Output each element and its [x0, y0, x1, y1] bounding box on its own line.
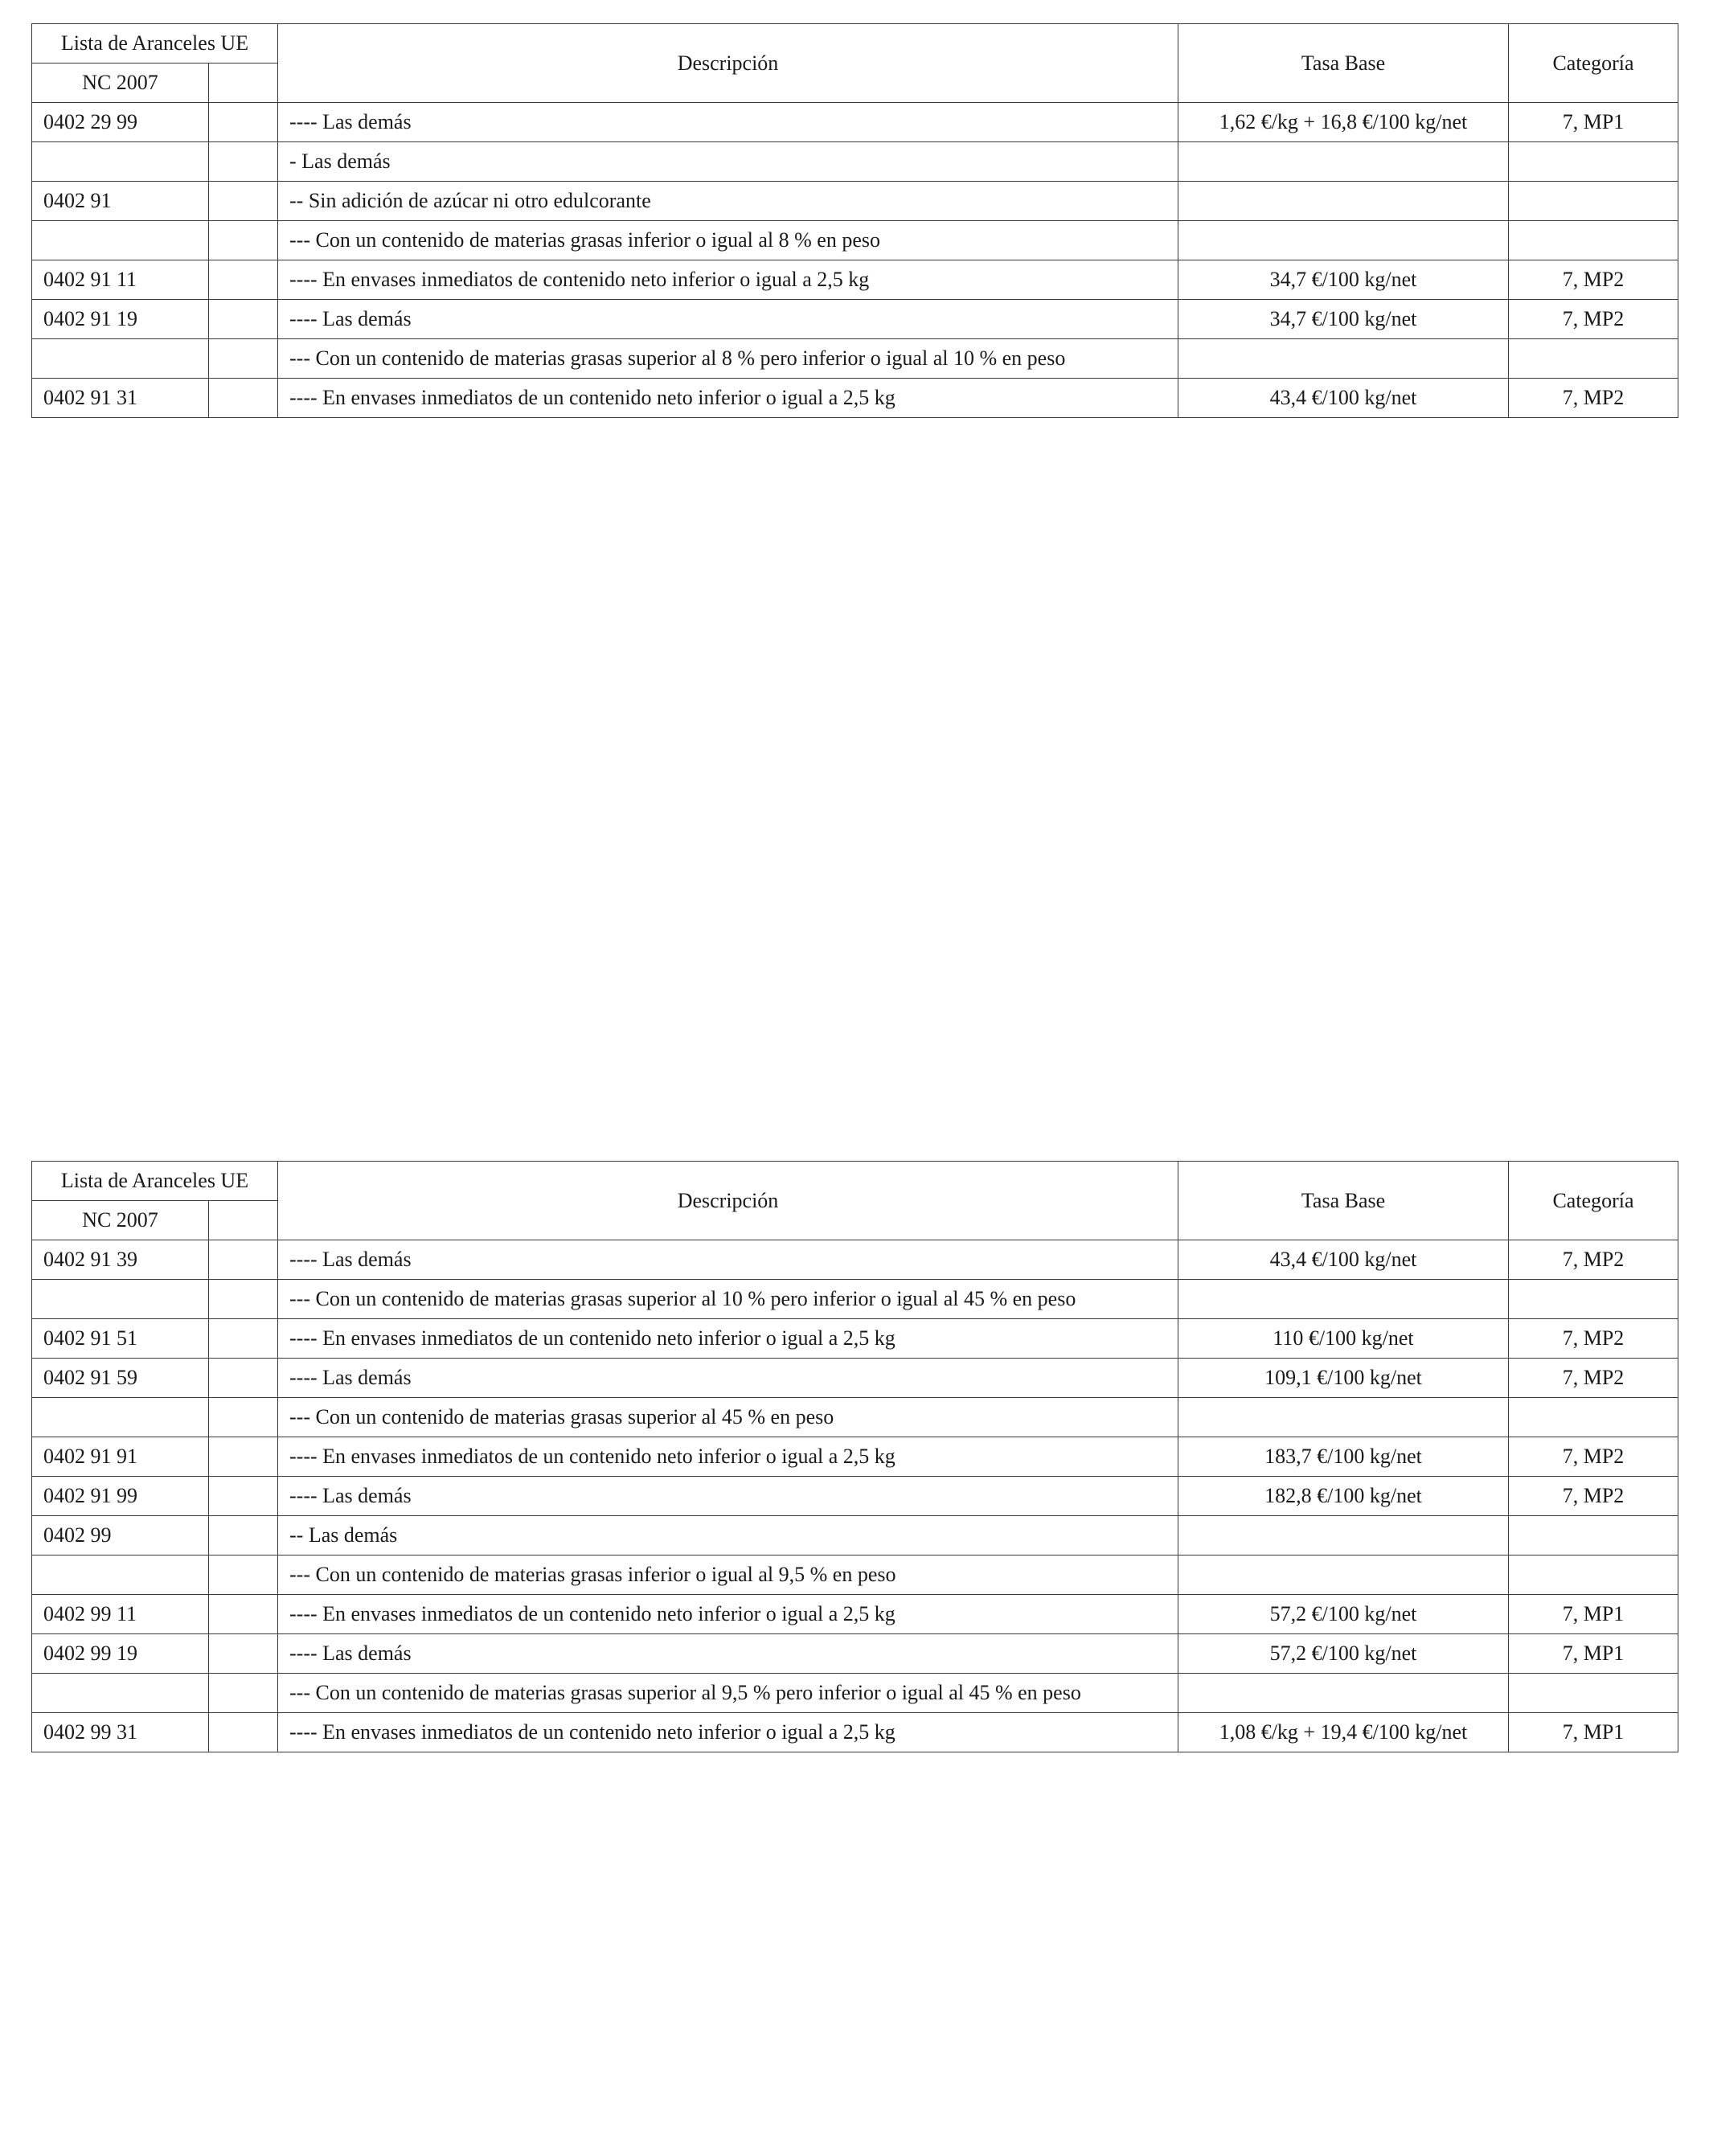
- cell-code: [32, 1398, 209, 1437]
- cell-empty: [209, 1398, 278, 1437]
- cell-empty: [209, 1713, 278, 1752]
- tariff-table-2: [31, 1161, 1678, 1752]
- table-row: [32, 1359, 1678, 1398]
- cell-description: ---- En envases inmediatos de un contenido neto inferior o igual a 2,5 kg: [278, 1437, 1178, 1477]
- header-nc-2007: NC 2007: [32, 64, 209, 103]
- cell-categoria: [1509, 1674, 1678, 1713]
- table-row: [32, 1398, 1678, 1437]
- cell-code: [32, 339, 209, 379]
- cell-tasa-base: [1178, 182, 1509, 221]
- cell-code: 0402 99: [32, 1516, 209, 1556]
- cell-tasa-base: 183,7 €/100 kg/net: [1178, 1437, 1509, 1477]
- header-descripcion: Descripción: [278, 1162, 1178, 1240]
- cell-description: ---- Las demás: [278, 103, 1178, 142]
- cell-empty: [209, 1634, 278, 1674]
- cell-code: 0402 99 31: [32, 1713, 209, 1752]
- cell-code: [32, 221, 209, 260]
- cell-tasa-base: [1178, 221, 1509, 260]
- cell-tasa-base: 57,2 €/100 kg/net: [1178, 1595, 1509, 1634]
- cell-code: [32, 1556, 209, 1595]
- cell-code: 0402 91 99: [32, 1477, 209, 1516]
- cell-description: --- Con un contenido de materias grasas inferior o igual al 8 % en peso: [278, 221, 1178, 260]
- header-categoria: Categoría: [1509, 24, 1678, 103]
- cell-description: --- Con un contenido de materias grasas superior al 45 % en peso: [278, 1398, 1178, 1437]
- table-row: [32, 1556, 1678, 1595]
- table-row: [32, 1713, 1678, 1752]
- cell-code: 0402 91 19: [32, 300, 209, 339]
- cell-categoria: 7, MP2: [1509, 1359, 1678, 1398]
- cell-tasa-base: 34,7 €/100 kg/net: [1178, 300, 1509, 339]
- cell-code: 0402 91 39: [32, 1240, 209, 1280]
- table-row: [32, 1240, 1678, 1280]
- cell-code: 0402 99 19: [32, 1634, 209, 1674]
- table-row: [32, 221, 1678, 260]
- cell-empty: [209, 182, 278, 221]
- cell-empty: [209, 103, 278, 142]
- header-nc-2007: NC 2007: [32, 1201, 209, 1240]
- cell-description: --- Con un contenido de materias grasas superior al 9,5 % pero inferior o igual al 45 % en peso: [278, 1674, 1178, 1713]
- cell-categoria: 7, MP2: [1509, 1477, 1678, 1516]
- header-empty-cell: [209, 1201, 278, 1240]
- table-header: [32, 1162, 1678, 1240]
- cell-categoria: [1509, 1556, 1678, 1595]
- cell-description: ---- En envases inmediatos de un contenido neto inferior o igual a 2,5 kg: [278, 1595, 1178, 1634]
- cell-categoria: [1509, 1398, 1678, 1437]
- cell-code: 0402 91: [32, 182, 209, 221]
- cell-tasa-base: [1178, 1280, 1509, 1319]
- cell-empty: [209, 1477, 278, 1516]
- cell-description: -- Las demás: [278, 1516, 1178, 1556]
- table-row: [32, 1634, 1678, 1674]
- table-body: [32, 103, 1678, 418]
- cell-code: 0402 91 11: [32, 260, 209, 300]
- cell-description: ---- Las demás: [278, 1634, 1178, 1674]
- cell-description: - Las demás: [278, 142, 1178, 182]
- table-body: [32, 1240, 1678, 1752]
- cell-categoria: 7, MP1: [1509, 1634, 1678, 1674]
- cell-code: [32, 1280, 209, 1319]
- cell-tasa-base: 43,4 €/100 kg/net: [1178, 379, 1509, 418]
- cell-description: ---- En envases inmediatos de un contenido neto inferior o igual a 2,5 kg: [278, 1713, 1178, 1752]
- table-row: [32, 1319, 1678, 1359]
- header-lista: Lista de Aranceles UE: [32, 1162, 278, 1201]
- table-row: [32, 1674, 1678, 1713]
- tariff-table-1: [31, 23, 1678, 418]
- cell-empty: [209, 260, 278, 300]
- table-row: [32, 1477, 1678, 1516]
- table-row: [32, 260, 1678, 300]
- cell-description: ---- En envases inmediatos de contenido neto inferior o igual a 2,5 kg: [278, 260, 1178, 300]
- cell-empty: [209, 221, 278, 260]
- cell-description: --- Con un contenido de materias grasas superior al 10 % pero inferior o igual al 45 % en peso: [278, 1280, 1178, 1319]
- table-header: [32, 24, 1678, 103]
- table-row: [32, 103, 1678, 142]
- cell-empty: [209, 1280, 278, 1319]
- cell-tasa-base: 110 €/100 kg/net: [1178, 1319, 1509, 1359]
- cell-code: [32, 1674, 209, 1713]
- cell-description: ---- Las demás: [278, 1240, 1178, 1280]
- cell-empty: [209, 1516, 278, 1556]
- cell-code: 0402 91 51: [32, 1319, 209, 1359]
- header-tasa-base: Tasa Base: [1178, 24, 1509, 103]
- cell-categoria: 7, MP2: [1509, 1319, 1678, 1359]
- header-lista: Lista de Aranceles UE: [32, 24, 278, 64]
- cell-categoria: 7, MP1: [1509, 1713, 1678, 1752]
- cell-code: 0402 91 91: [32, 1437, 209, 1477]
- cell-tasa-base: 1,08 €/kg + 19,4 €/100 kg/net: [1178, 1713, 1509, 1752]
- cell-code: 0402 99 11: [32, 1595, 209, 1634]
- header-empty-cell: [209, 64, 278, 103]
- cell-categoria: [1509, 221, 1678, 260]
- cell-categoria: 7, MP1: [1509, 1595, 1678, 1634]
- cell-empty: [209, 1556, 278, 1595]
- cell-categoria: [1509, 1516, 1678, 1556]
- header-categoria: Categoría: [1509, 1162, 1678, 1240]
- cell-description: ---- En envases inmediatos de un contenido neto inferior o igual a 2,5 kg: [278, 379, 1178, 418]
- cell-tasa-base: [1178, 1556, 1509, 1595]
- cell-empty: [209, 1595, 278, 1634]
- table-row: [32, 1280, 1678, 1319]
- cell-empty: [209, 1319, 278, 1359]
- cell-empty: [209, 339, 278, 379]
- cell-tasa-base: 57,2 €/100 kg/net: [1178, 1634, 1509, 1674]
- cell-empty: [209, 1359, 278, 1398]
- header-descripcion: Descripción: [278, 24, 1178, 103]
- cell-tasa-base: 109,1 €/100 kg/net: [1178, 1359, 1509, 1398]
- cell-description: ---- Las demás: [278, 1477, 1178, 1516]
- table-row: [32, 1595, 1678, 1634]
- cell-tasa-base: [1178, 1516, 1509, 1556]
- table-row: [32, 379, 1678, 418]
- cell-tasa-base: 34,7 €/100 kg/net: [1178, 260, 1509, 300]
- cell-tasa-base: [1178, 1398, 1509, 1437]
- cell-description: ---- Las demás: [278, 1359, 1178, 1398]
- cell-description: --- Con un contenido de materias grasas inferior o igual al 9,5 % en peso: [278, 1556, 1178, 1595]
- cell-categoria: [1509, 1280, 1678, 1319]
- table-row: [32, 300, 1678, 339]
- cell-tasa-base: 182,8 €/100 kg/net: [1178, 1477, 1509, 1516]
- header-tasa-base: Tasa Base: [1178, 1162, 1509, 1240]
- cell-categoria: 7, MP2: [1509, 379, 1678, 418]
- cell-tasa-base: [1178, 339, 1509, 379]
- cell-categoria: 7, MP2: [1509, 300, 1678, 339]
- table-row: [32, 1516, 1678, 1556]
- cell-tasa-base: 1,62 €/kg + 16,8 €/100 kg/net: [1178, 103, 1509, 142]
- cell-categoria: 7, MP2: [1509, 1437, 1678, 1477]
- table-row: [32, 182, 1678, 221]
- table-row: [32, 1437, 1678, 1477]
- cell-code: 0402 91 31: [32, 379, 209, 418]
- cell-categoria: 7, MP2: [1509, 1240, 1678, 1280]
- cell-categoria: [1509, 182, 1678, 221]
- cell-tasa-base: [1178, 1674, 1509, 1713]
- cell-description: --- Con un contenido de materias grasas superior al 8 % pero inferior o igual al 10 % en peso: [278, 339, 1178, 379]
- cell-code: [32, 142, 209, 182]
- table-row: [32, 142, 1678, 182]
- cell-code: 0402 91 59: [32, 1359, 209, 1398]
- table-row: [32, 339, 1678, 379]
- cell-description: ---- En envases inmediatos de un contenido neto inferior o igual a 2,5 kg: [278, 1319, 1178, 1359]
- cell-categoria: 7, MP1: [1509, 103, 1678, 142]
- cell-empty: [209, 300, 278, 339]
- cell-empty: [209, 379, 278, 418]
- cell-description: ---- Las demás: [278, 300, 1178, 339]
- cell-tasa-base: [1178, 142, 1509, 182]
- cell-code: 0402 29 99: [32, 103, 209, 142]
- cell-empty: [209, 1240, 278, 1280]
- cell-empty: [209, 1437, 278, 1477]
- cell-description: -- Sin adición de azúcar ni otro edulcorante: [278, 182, 1178, 221]
- cell-tasa-base: 43,4 €/100 kg/net: [1178, 1240, 1509, 1280]
- cell-categoria: 7, MP2: [1509, 260, 1678, 300]
- cell-categoria: [1509, 142, 1678, 182]
- cell-empty: [209, 142, 278, 182]
- cell-empty: [209, 1674, 278, 1713]
- cell-categoria: [1509, 339, 1678, 379]
